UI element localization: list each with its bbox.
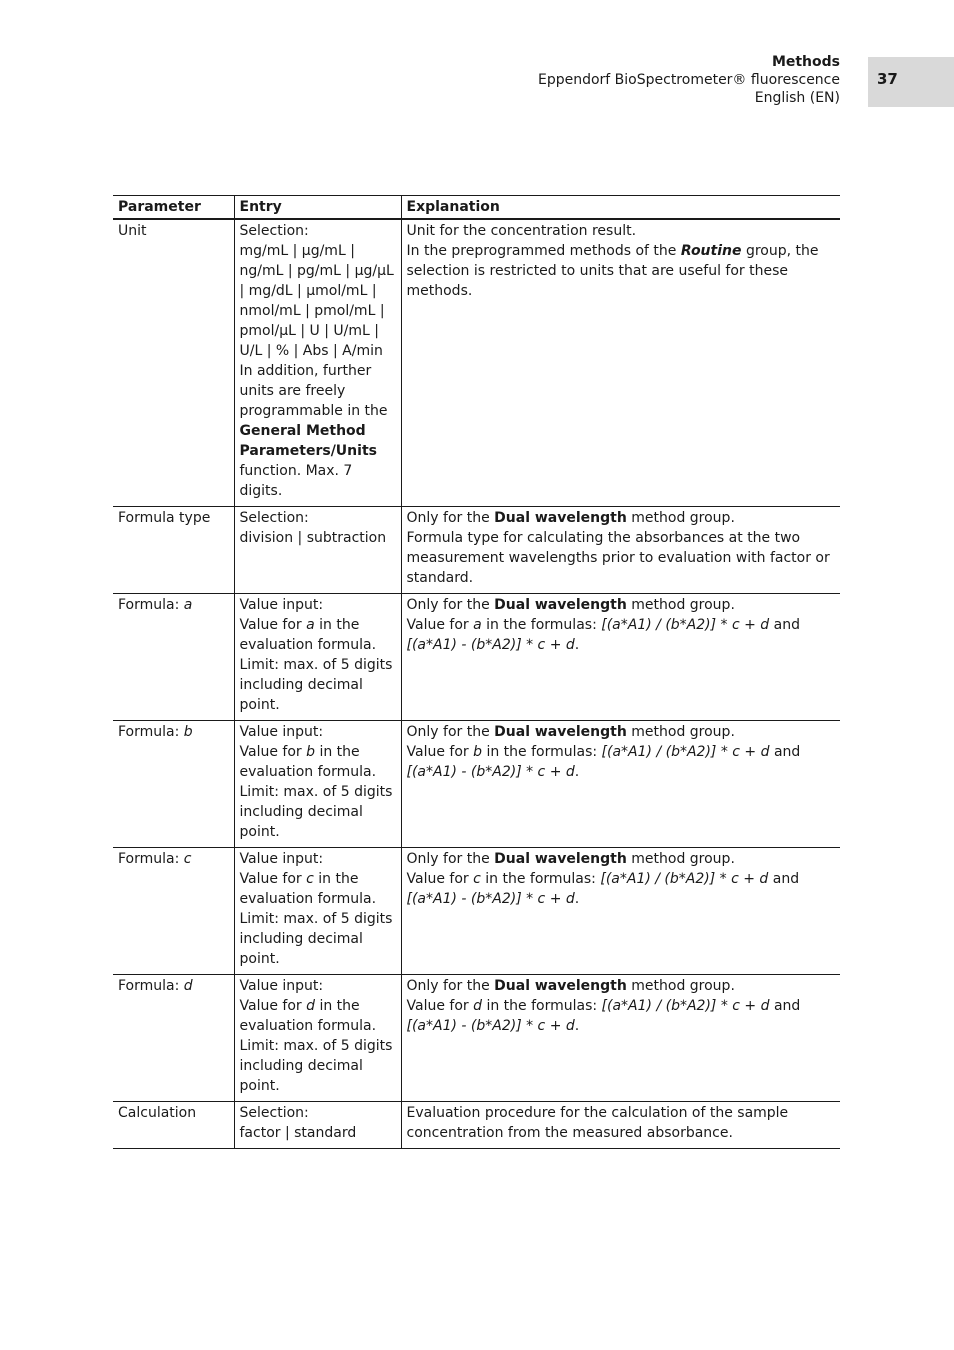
method-group-name: Dual wavelength xyxy=(494,851,627,867)
table-row xyxy=(113,507,840,594)
entry-text: in the evaluation formula. xyxy=(239,871,377,907)
explanation-text: Only for the xyxy=(406,724,490,740)
explanation-text: method group. xyxy=(631,978,735,994)
column-header-parameter: Parameter xyxy=(113,196,234,220)
formula: [(a*A1) - (b*A2)] * c + d xyxy=(406,891,575,907)
explanation-cell xyxy=(401,507,840,594)
explanation-text: Value for xyxy=(406,617,469,633)
formula: [(a*A1) / (b*A2)] * c + d xyxy=(601,998,770,1014)
entry-text: mg/mL | µg/mL | ng/mL | pg/mL | µg/µL | mg/dL | µmol/mL | nmol/mL | pmol/mL | pmol/µL | U | U/mL | U/L | % | Abs | A/min xyxy=(239,243,394,359)
variable-name: b xyxy=(183,724,193,740)
table-row xyxy=(113,219,840,507)
method-group-name: Dual wavelength xyxy=(494,597,627,613)
variable-name: b xyxy=(473,744,482,760)
entry-text: division | subtraction xyxy=(239,530,387,546)
entry-text: in the evaluation formula. xyxy=(239,998,377,1034)
parameter-label: Formula: xyxy=(118,851,184,867)
parameter-cell xyxy=(113,594,234,721)
entry-text: In addition, further units are freely programmable in the xyxy=(239,363,388,419)
formula: [(a*A1) - (b*A2)] * c + d xyxy=(406,764,575,780)
entry-text: Limit: max. of 5 digits including decimal point. xyxy=(239,784,393,840)
formula: [(a*A1) / (b*A2)] * c + d xyxy=(600,871,769,887)
entry-text: Limit: max. of 5 digits including decimal point. xyxy=(239,911,393,967)
table-row xyxy=(113,1102,840,1149)
explanation-text: Value for xyxy=(406,871,469,887)
explanation-text: Formula type for calculating the absorbances at the two measurement wavelengths prior to evaluation with factor or standard. xyxy=(406,530,830,586)
explanation-cell xyxy=(401,975,840,1102)
parameter-cell xyxy=(113,721,234,848)
section-title: Methods xyxy=(771,54,840,70)
explanation-text: in the formulas: xyxy=(485,871,596,887)
entry-text: Value input: xyxy=(239,851,324,867)
entry-cell xyxy=(234,721,401,848)
entry-text: Value input: xyxy=(239,978,324,994)
explanation-text: Only for the xyxy=(406,597,490,613)
entry-text: factor | standard xyxy=(239,1125,357,1141)
explanation-text: in the formulas: xyxy=(486,617,597,633)
entry-text: Value input: xyxy=(239,597,324,613)
parameter-label: Formula: xyxy=(118,597,184,613)
explanation-text: and xyxy=(773,744,801,760)
variable-name: d xyxy=(306,998,315,1014)
entry-text: Value input: xyxy=(239,724,324,740)
explanation-text: and xyxy=(773,617,800,633)
entry-text: Value for xyxy=(239,744,302,760)
parameter-cell: Calculation xyxy=(113,1102,234,1149)
explanation-cell xyxy=(401,594,840,721)
explanation-text: method group. xyxy=(631,597,735,613)
explanation-text: method group. xyxy=(631,724,735,740)
explanation-cell: Evaluation procedure for the calculation of the sample concentration from the measured absorbance. xyxy=(401,1102,840,1149)
entry-cell xyxy=(234,848,401,975)
product-name: Eppendorf BioSpectrometer® fluorescence xyxy=(537,72,840,88)
entry-text: Value for xyxy=(239,871,302,887)
explanation-text: method group. xyxy=(631,851,735,867)
method-group-name: Dual wavelength xyxy=(494,724,627,740)
variable-name: a xyxy=(183,597,193,613)
formula: [(a*A1) - (b*A2)] * c + d xyxy=(406,1018,575,1034)
explanation-text: Only for the xyxy=(406,510,490,526)
explanation-text: Value for xyxy=(406,744,469,760)
explanation-text: . xyxy=(574,1018,580,1034)
variable-name: d xyxy=(473,998,482,1014)
explanation-text: Only for the xyxy=(406,851,490,867)
explanation-cell xyxy=(401,848,840,975)
entry-function-name: General Method Parameters/Units xyxy=(239,423,377,459)
parameter-label: Formula: xyxy=(118,978,184,994)
variable-name: d xyxy=(183,978,193,994)
variable-name: b xyxy=(306,744,315,760)
group-name: Routine xyxy=(680,243,742,259)
page-number: 37 xyxy=(877,70,898,88)
table-row xyxy=(113,594,840,721)
running-header xyxy=(538,53,840,107)
explanation-text: In the preprogrammed methods of the xyxy=(406,243,677,259)
explanation-text: and xyxy=(773,998,801,1014)
parameter-cell: Unit xyxy=(113,219,234,507)
explanation-text: in the formulas: xyxy=(486,998,598,1014)
table-header-row xyxy=(113,196,840,220)
explanation-text: method group. xyxy=(631,510,735,526)
entry-cell xyxy=(234,219,401,507)
explanation-text: . xyxy=(574,891,580,907)
table-row xyxy=(113,848,840,975)
method-group-name: Dual wavelength xyxy=(494,978,627,994)
entry-cell xyxy=(234,594,401,721)
entry-text: in the evaluation formula. xyxy=(239,744,377,780)
entry-text: in the evaluation formula. xyxy=(239,617,377,653)
explanation-text: and xyxy=(772,871,800,887)
explanation-text: in the formulas: xyxy=(486,744,598,760)
entry-text: Limit: max. of 5 digits including decimal point. xyxy=(239,657,393,713)
explanation-text: Value for xyxy=(406,998,469,1014)
entry-cell xyxy=(234,1102,401,1149)
explanation-text: Only for the xyxy=(406,978,490,994)
explanation-cell xyxy=(401,219,840,507)
entry-text: Selection: xyxy=(239,223,309,239)
variable-name: a xyxy=(473,617,482,633)
column-header-explanation: Explanation xyxy=(401,196,840,220)
language-label: English (EN) xyxy=(754,90,840,106)
table-row xyxy=(113,975,840,1102)
explanation-text: . xyxy=(574,637,580,653)
formula: [(a*A1) / (b*A2)] * c + d xyxy=(601,617,770,633)
formula: [(a*A1) / (b*A2)] * c + d xyxy=(601,744,770,760)
parameter-cell xyxy=(113,848,234,975)
parameter-cell xyxy=(113,975,234,1102)
entry-text: Selection: xyxy=(239,1105,309,1121)
explanation-text: . xyxy=(574,764,580,780)
method-group-name: Dual wavelength xyxy=(494,510,627,526)
table-row xyxy=(113,721,840,848)
column-header-entry: Entry xyxy=(234,196,401,220)
entry-text: function. Max. 7 digits. xyxy=(239,463,353,499)
parameter-table xyxy=(113,195,840,1149)
explanation-text: group, the selection is restricted to units that are useful for these methods. xyxy=(406,243,819,299)
entry-text: Value for xyxy=(239,617,302,633)
entry-cell xyxy=(234,507,401,594)
parameter-label: Formula: xyxy=(118,724,184,740)
parameter-cell: Formula type xyxy=(113,507,234,594)
variable-name: c xyxy=(183,851,192,867)
entry-text: Selection: xyxy=(239,510,309,526)
page-number-tab xyxy=(868,57,954,107)
formula: [(a*A1) - (b*A2)] * c + d xyxy=(406,637,575,653)
variable-name: a xyxy=(306,617,315,633)
entry-text: Limit: max. of 5 digits including decimal point. xyxy=(239,1038,393,1094)
explanation-text: Unit for the concentration result. xyxy=(406,223,637,239)
variable-name: c xyxy=(306,871,314,887)
entry-cell xyxy=(234,975,401,1102)
explanation-cell xyxy=(401,721,840,848)
variable-name: c xyxy=(473,871,481,887)
entry-text: Value for xyxy=(239,998,302,1014)
